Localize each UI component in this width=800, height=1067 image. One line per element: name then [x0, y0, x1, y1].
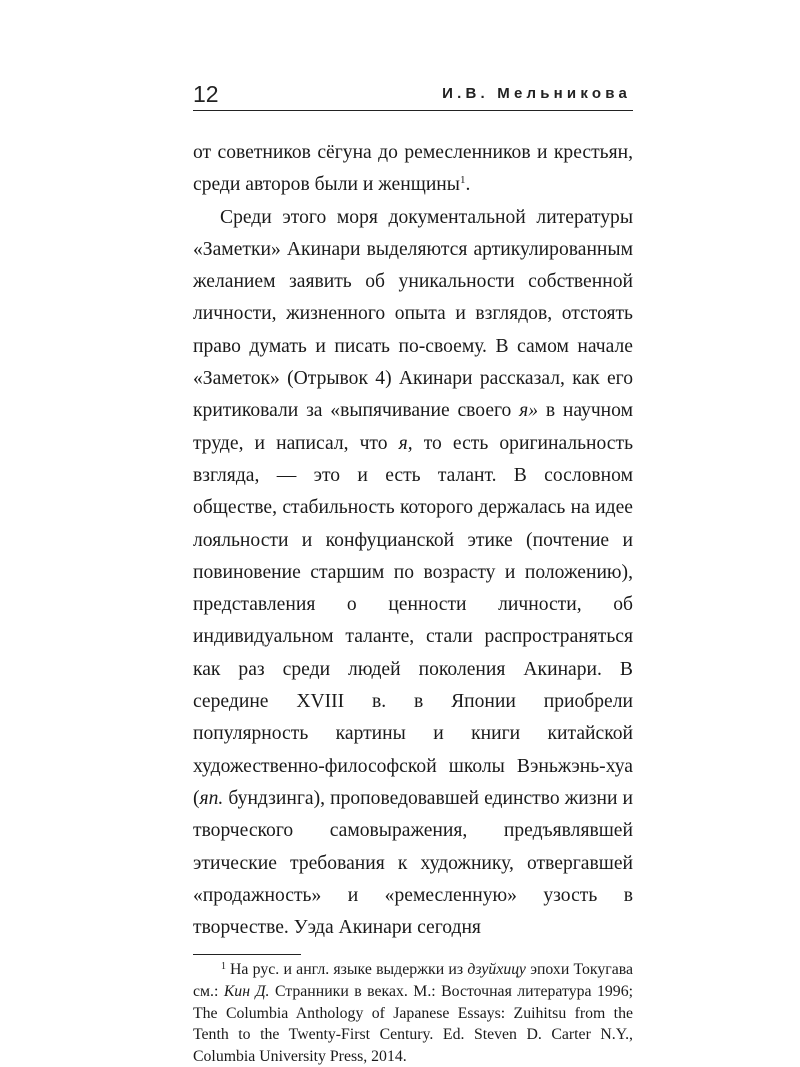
footnote-reference: 1: [459, 174, 466, 187]
book-page: [193, 80, 633, 1067]
paragraph-2-text-1: Среди этого моря документальной литературы «Заметки» Акинари выделяются артикулированным желанием заявить об уникальности собственной личности, жизненного опыта и взглядов, отстоять право думать и писать по-своему. В самом начале «Заметок» (Отрывок 4) Акинари рассказал, как его критиковали за «выпячивание своего: [193, 206, 633, 422]
footnote-italic-2: Кин Д.: [223, 983, 270, 1001]
paragraph-2-text-2: в научном труде, и написал, что: [193, 400, 633, 454]
paragraph-1-end: .: [465, 174, 471, 196]
footnote-text-2: эпохи Токугава см.:: [193, 961, 633, 1001]
paragraph-2-italic-1: я»: [519, 400, 539, 422]
footnote-mark: 1: [221, 961, 226, 973]
paragraph-2-text-3: то есть оригинальность взгляда, — это и есть талант. В сословном обществе, стабильность которого держалась на идее лояльности и конфуцианской этике (почтение и повиновение старшим по возрасту и положению), представления о ценности личности, об индивидуальном таланте, стали распространяться как раз среди людей поколения Акинари. В середине XVIII в. в Японии приобрели популярность картины и книги китайской художественно-философской школы Вэньжэнь-хуа (: [193, 432, 634, 809]
paragraph-2-italic-3: яп.: [199, 787, 224, 809]
paragraph-continued: [193, 137, 633, 202]
page-number: 12: [193, 81, 219, 107]
header-rule: [193, 110, 633, 111]
paragraph-2: [193, 202, 633, 945]
paragraph-2-text-4: бундзинга), проповедовавшей единство жизни и творческого самовыражения, предъявлявшей этические требования к художнику, отвергавшей «продажность» и «ремесленную» узость в творчестве. Уэда Акинари сегодня: [193, 787, 633, 939]
footnote-text-1: На рус. и англ. языке выдержки из: [230, 961, 468, 979]
paragraph-1-text: от советников сёгуна до ремесленников и крестьян, среди авторов были и женщины: [193, 142, 633, 196]
footnote-rule: [193, 954, 301, 955]
paragraph-2-italic-2: я,: [398, 432, 413, 454]
footnote: [193, 959, 633, 1067]
footnote-italic-1: дзуйхицу: [467, 961, 526, 979]
body-text: [193, 137, 633, 944]
page-header: [193, 80, 633, 110]
running-head-author: И.В. Мельникова: [442, 85, 631, 102]
footnote-text-3: Странники в веках. М.: Восточная литература 1996; The Columbia Anthology of Japanese Essays: Zuihitsu from the Tenth to the Twenty-First Century. Ed. Steven D. Carter N.Y., Columbia University Press, 2014.: [193, 983, 633, 1065]
